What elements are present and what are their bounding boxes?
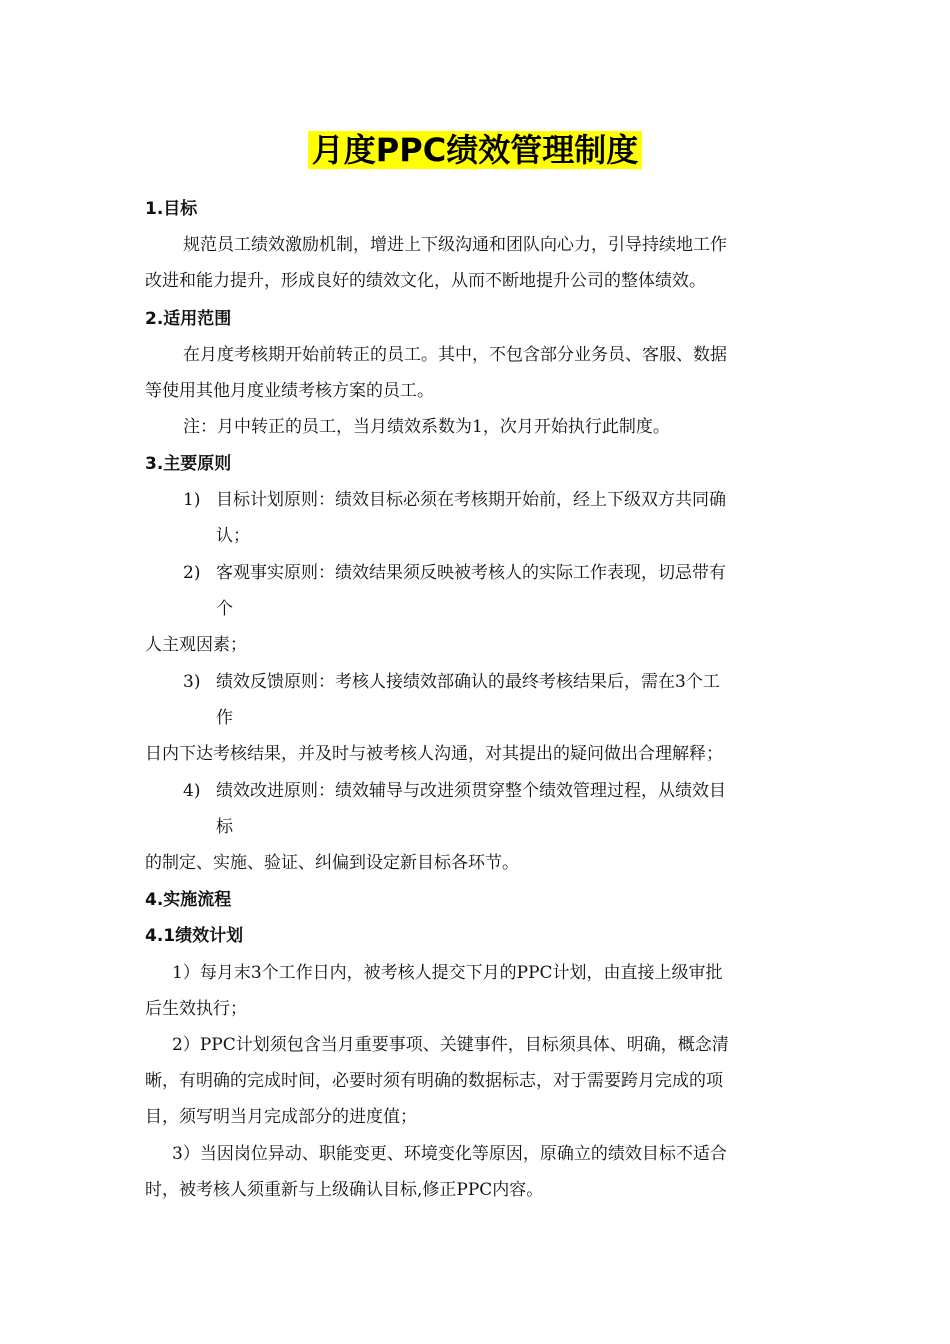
document-title-wrap — [0, 128, 950, 172]
section-4-1-heading: 4.1绩效计划 — [145, 926, 244, 946]
section-2-text-line-1: 在月度考核期开始前转正的员工。其中，不包含部分业务员、客服、数据 — [183, 345, 727, 365]
plan-item-2-line-1: 2）PPC计划须包含当月重要事项、关键事件，目标须具体、明确，概念清 — [172, 1035, 729, 1055]
document-title: 月度PPC绩效管理制度 — [308, 131, 642, 169]
principle-3-line-1: 绩效反馈原则：考核人接绩效部确认的最终考核结果后，需在3个工 — [216, 672, 720, 692]
plan-item-2-line-3: 目，须写明当月完成部分的进度值； — [145, 1107, 417, 1127]
plan-item-3-line-1: 3）当因岗位异动、职能变更、环境变化等原因，原确立的绩效目标不适合 — [172, 1144, 727, 1164]
principle-1-line-2: 认； — [216, 526, 250, 546]
section-4-heading: 4.实施流程 — [145, 890, 232, 910]
principle-3-line-2: 作 — [216, 708, 233, 728]
plan-item-3-line-2: 时，被考核人须重新与上级确认目标,修正PPC内容。 — [145, 1180, 544, 1200]
principle-3-number: 3) — [183, 672, 201, 692]
principle-4-number: 4) — [183, 781, 201, 801]
principle-4-line-2: 标 — [216, 817, 233, 837]
section-1-text-line-2: 改进和能力提升，形成良好的绩效文化，从而不断地提升公司的整体绩效。 — [145, 271, 706, 291]
plan-item-1-line-2: 后生效执行； — [145, 999, 247, 1019]
section-1-text-line-1: 规范员工绩效激励机制，增进上下级沟通和团队向心力，引导持续地工作 — [183, 235, 727, 255]
principle-2-line-2: 个 — [216, 599, 233, 619]
principle-1-line-1: 目标计划原则：绩效目标必须在考核期开始前，经上下级双方共同确 — [216, 490, 726, 510]
principle-4-line-3: 的制定、实施、验证、纠偏到设定新目标各环节。 — [145, 853, 519, 873]
principle-2-line-3: 人主观因素； — [145, 635, 247, 655]
plan-item-2-line-2: 晰，有明确的完成时间，必要时须有明确的数据标志，对于需要跨月完成的项 — [145, 1071, 723, 1091]
principle-2-number: 2) — [183, 563, 201, 583]
section-1-heading: 1.目标 — [145, 199, 198, 219]
principle-1-number: 1) — [183, 490, 201, 510]
section-2-text-line-2: 等使用其他月度业绩考核方案的员工。 — [145, 381, 434, 401]
principle-2-line-1: 客观事实原则：绩效结果须反映被考核人的实际工作表现，切忌带有 — [216, 563, 726, 583]
section-3-heading: 3.主要原则 — [145, 454, 232, 474]
plan-item-1-line-1: 1）每月末3个工作日内，被考核人提交下月的PPC计划，由直接上级审批 — [172, 963, 723, 983]
section-2-note: 注：月中转正的员工，当月绩效系数为1，次月开始执行此制度。 — [183, 417, 670, 437]
principle-4-line-1: 绩效改进原则：绩效辅导与改进须贯穿整个绩效管理过程，从绩效目 — [216, 781, 726, 801]
principle-3-line-3: 日内下达考核结果，并及时与被考核人沟通，对其提出的疑问做出合理解释； — [145, 744, 723, 764]
section-2-heading: 2.适用范围 — [145, 309, 232, 329]
